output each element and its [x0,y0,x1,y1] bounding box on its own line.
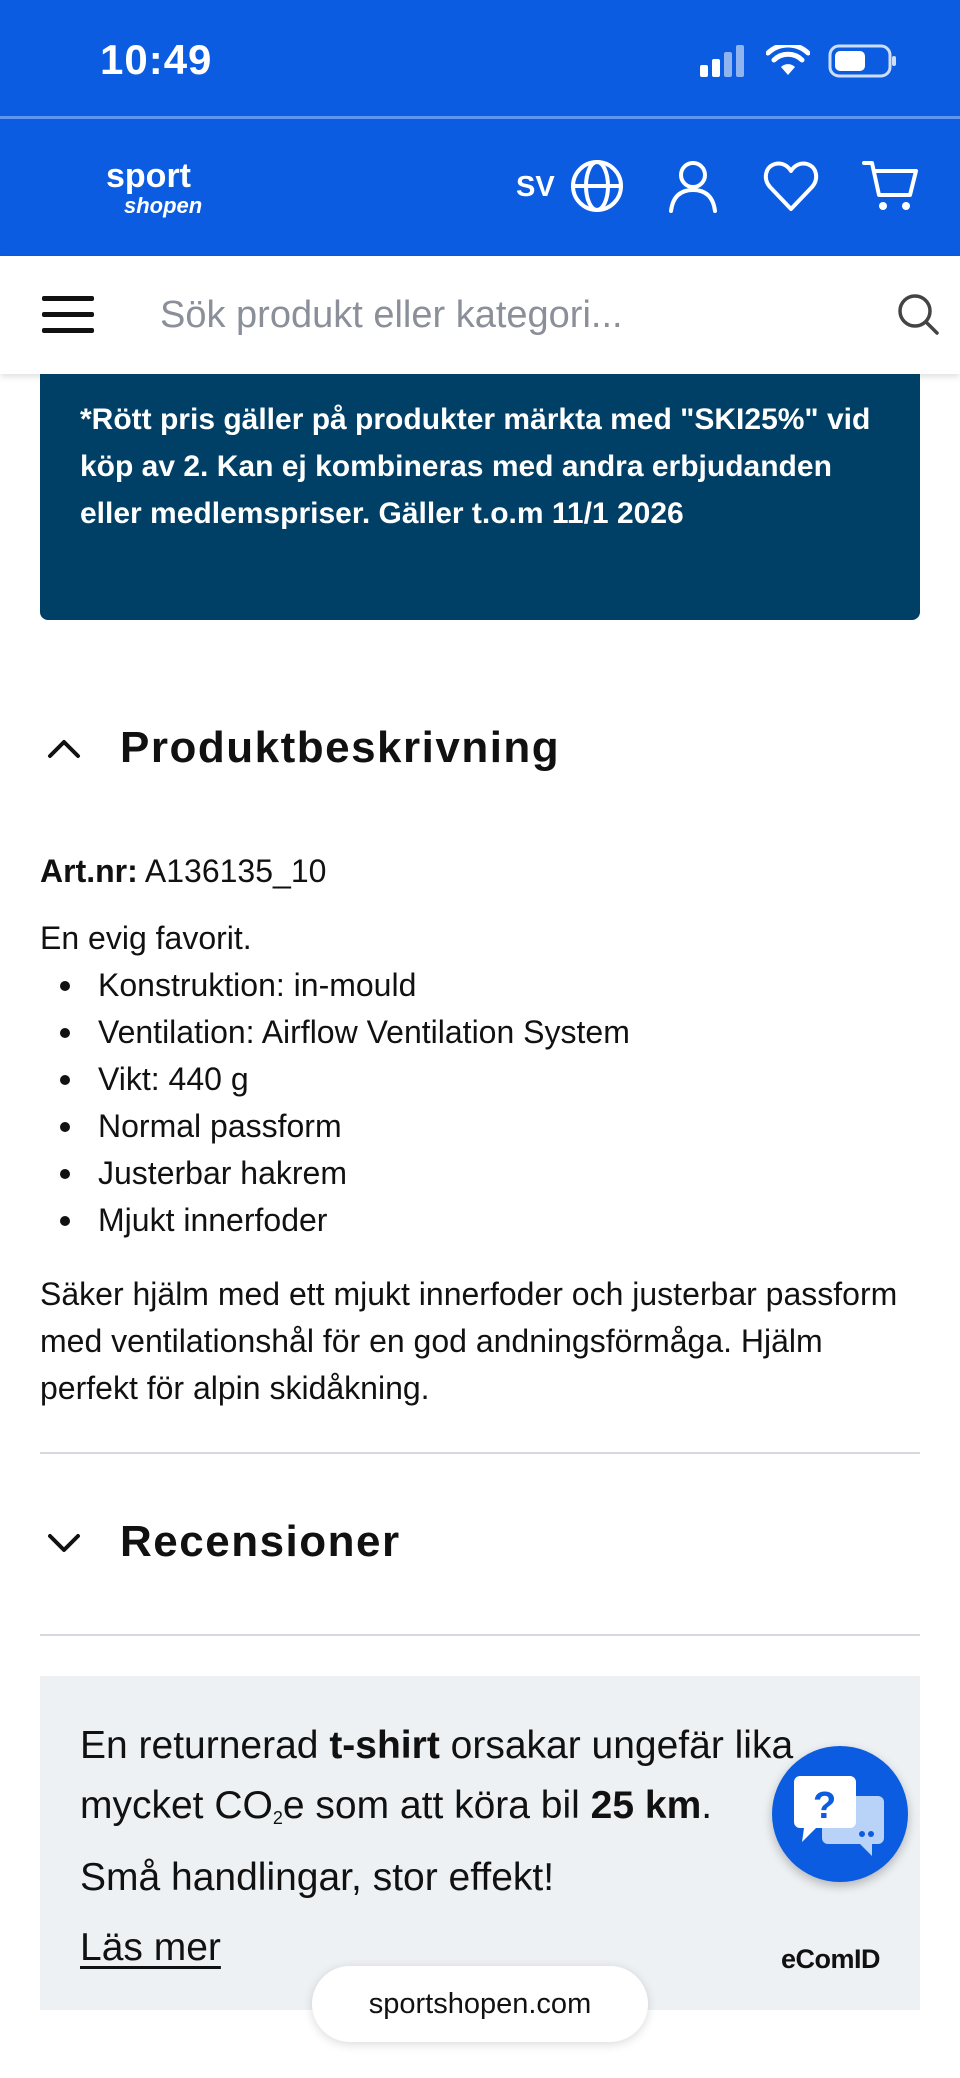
co2-tagline: Små handlingar, stor effekt! [80,1856,555,1899]
logo-text-top: sport [106,157,191,195]
accordion-product-description[interactable] [40,708,920,788]
read-more-link[interactable]: Läs mer [80,1926,221,1969]
section-divider [40,1634,920,1636]
wifi-icon [766,45,810,77]
co2-text-part: En returnerad [80,1724,330,1767]
sportshopen-logo[interactable] [104,157,226,221]
co2-text-bold: 25 km [590,1784,702,1827]
cart-icon[interactable] [862,157,920,215]
co2-text-part: orsakar ungefär lika mycket CO [80,1724,794,1827]
chat-help-button[interactable] [772,1746,908,1882]
article-number-label: Art.nr: [40,853,138,889]
logo-text-bottom: shopen [124,193,203,218]
product-description [40,848,920,1412]
list-item: Normal passform [40,1103,920,1150]
accordion-title: Produktbeskrivning [120,723,561,772]
hamburger-menu-icon[interactable] [40,294,96,336]
site-header [0,119,960,256]
list-item: Vikt: 440 g [40,1056,920,1103]
list-item: Ventilation: Airflow Ventilation System [40,1009,920,1056]
co2-subscript: 2 [272,1808,283,1828]
cellular-signal-icon [700,45,748,77]
search-bar [0,256,960,374]
status-icons [700,44,898,78]
co2-text-bold: t-shirt [329,1724,440,1767]
search-icon[interactable] [896,292,940,336]
feature-list [40,962,920,1244]
accordion-reviews[interactable] [40,1502,920,1582]
section-divider [40,1452,920,1454]
co2-text-part: e som att köra bil [282,1784,591,1827]
browser-url-bar[interactable] [312,1966,648,2042]
url-text: sportshopen.com [368,1987,592,2020]
promo-banner [40,374,920,620]
status-time: 10:49 [100,36,213,83]
description-long-text: Säker hjälm med ett mjukt innerfoder och justerbar passform med ventilationshål för en god andningsförmåga. Hjälm perfekt för alpin skidåkning. [40,1276,898,1406]
heart-icon[interactable] [762,157,820,215]
list-item: Justerbar hakrem [40,1150,920,1197]
promo-text: *Rött pris gäller på produkter märkta med "SKI25%" vid köp av 2. Kan ej kombineras med andra erbjudanden eller medlemspriser. Gäller t.o.m 11/1 2026 [80,403,871,530]
co2-text [80,1716,880,1908]
status-bar [0,0,960,116]
list-item: Mjukt innerfoder [40,1197,920,1244]
list-item: Konstruktion: in-mould [40,962,920,1009]
chevron-up-icon [40,724,88,772]
article-number [40,848,920,895]
ecomid-logo: eComID [780,1944,880,1974]
chat-help-glyph: ? [813,1785,837,1827]
language-label[interactable]: SV [516,171,555,203]
battery-icon [828,44,898,78]
globe-icon[interactable] [568,157,626,215]
search-input[interactable] [160,280,880,350]
user-icon[interactable] [664,157,722,215]
chat-help-icon [772,1746,908,1882]
accordion-title: Recensioner [120,1517,401,1566]
chevron-down-icon [40,1518,88,1566]
description-intro: En evig favorit. [40,920,252,956]
article-number-value: A136135_10 [144,853,327,889]
co2-text-part: . [701,1784,713,1827]
